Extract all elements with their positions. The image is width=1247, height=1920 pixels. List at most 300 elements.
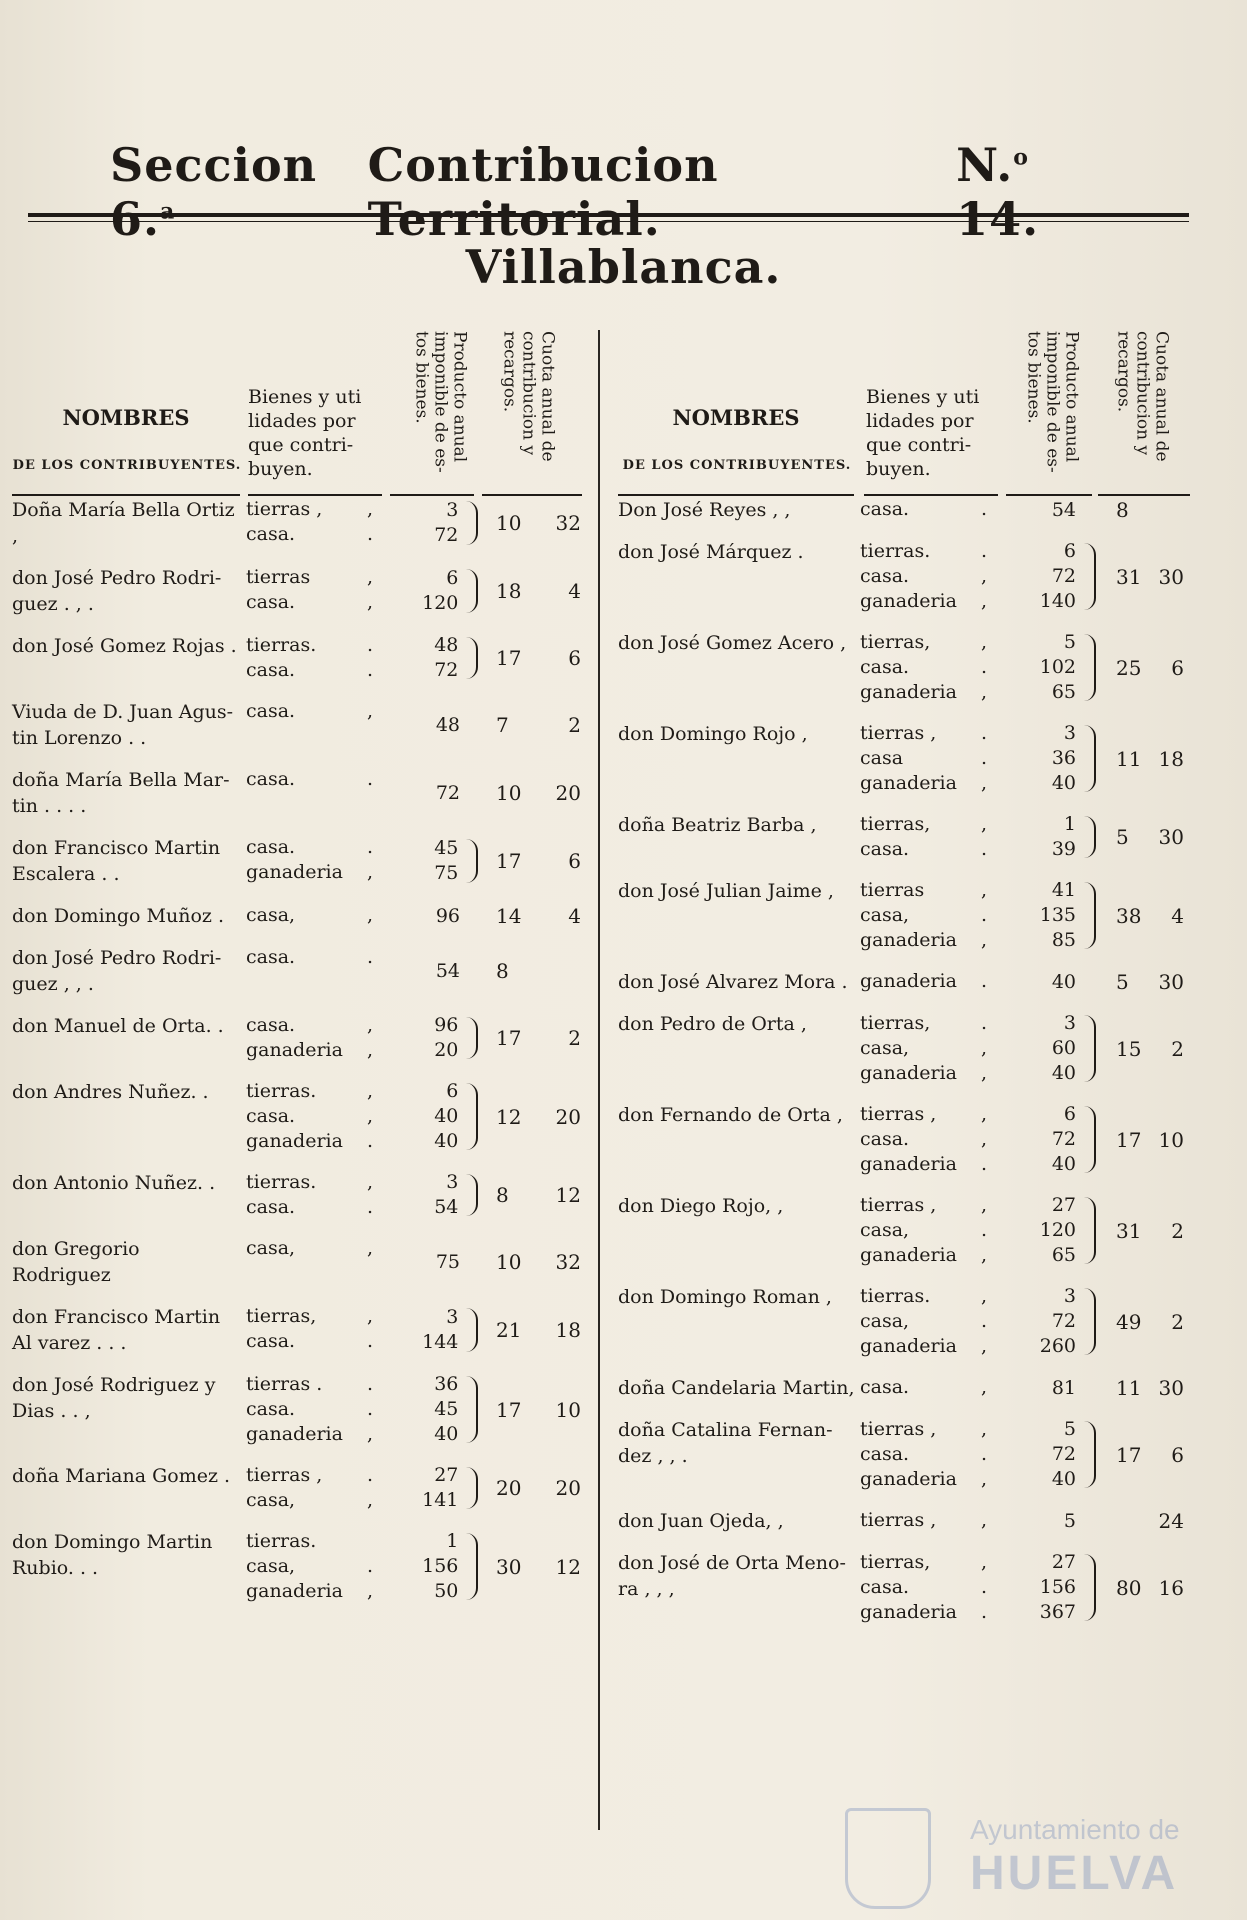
cuota-cell: [478, 1463, 587, 1513]
contributor-name: don Juan Ojeda, ,: [618, 1510, 784, 1532]
property-items: [242, 699, 390, 751]
producto-value: 54: [1051, 498, 1076, 521]
producto-value: 144: [422, 1331, 459, 1353]
property-type: tierras ,: [860, 1418, 937, 1440]
property-type: casa.: [860, 1576, 910, 1598]
property-item: [856, 1575, 1006, 1600]
contributor-name: don Francisco Martin Escalera . .: [12, 837, 221, 885]
producto-values: [1006, 812, 1098, 862]
property-type: tierras,: [860, 631, 931, 653]
cuota-cell: [478, 1236, 587, 1288]
contributor-name: Viuda de D. Juan Agus-tin Lorenzo . .: [12, 701, 234, 749]
property-item: [242, 1329, 390, 1354]
cuota-reales: 8: [496, 959, 509, 983]
property-item: [856, 1334, 1006, 1359]
property-item: [242, 1397, 390, 1422]
property-type: ganaderia: [860, 1335, 957, 1357]
producto-value: 75: [434, 862, 459, 884]
entry-row: [12, 945, 587, 997]
producto-value: 81: [1051, 1376, 1076, 1399]
bracket-brace: [1078, 1554, 1096, 1621]
property-items: [856, 969, 1006, 995]
bracket-brace: [460, 1017, 478, 1059]
property-items: [242, 497, 390, 549]
producto-values: [1006, 630, 1098, 705]
producto-values: [390, 1170, 478, 1220]
contributor-name: doña Beatriz Barba ,: [618, 814, 817, 836]
property-item: [242, 1129, 390, 1154]
producto-value: 36: [1051, 747, 1076, 769]
producto-value: 6: [1063, 1103, 1076, 1125]
cuota-maravedis: 18: [1158, 746, 1184, 771]
producto-value: 72: [434, 659, 459, 681]
cuota-maravedis: 2: [1171, 1309, 1184, 1334]
punctuation: ,: [366, 1237, 374, 1259]
property-item: [242, 1236, 390, 1261]
cuota-maravedis: 4: [1171, 903, 1184, 928]
punctuation: .: [366, 1130, 374, 1152]
producto-numbers: [1006, 1417, 1076, 1492]
property-item: [242, 1488, 390, 1513]
property-type: ganaderia: [246, 1130, 343, 1152]
property-item: [242, 1104, 390, 1129]
producto-numbers: [390, 1529, 458, 1604]
property-type: ganaderia: [860, 1468, 957, 1490]
producto-values: [390, 835, 478, 887]
producto-numbers: [1006, 1102, 1076, 1177]
producto-value: 96: [434, 1014, 459, 1036]
property-type: tierras.: [246, 1171, 317, 1193]
producto-value: 3: [446, 499, 459, 521]
producto-value: 367: [1039, 1601, 1076, 1623]
property-item: [856, 903, 1006, 928]
column-divider: [598, 330, 600, 1830]
property-item: [856, 1036, 1006, 1061]
producto-values: [1006, 969, 1098, 995]
property-type: ganaderia: [246, 1039, 343, 1061]
cuota-cell: [478, 1013, 587, 1063]
producto-values: [1006, 1417, 1098, 1492]
page-number: N.$^o$ 14.: [956, 138, 1040, 246]
producto-value: 72: [1051, 565, 1076, 587]
punctuation: .: [980, 1443, 988, 1465]
cuota-cell: [1098, 1102, 1190, 1177]
contributor-name: don José de Orta Meno-ra , , ,: [618, 1552, 846, 1600]
contributor-name: don Domingo Roman ,: [618, 1286, 832, 1308]
header-cuota: Cuota anual de contribucion y recargos.: [499, 331, 558, 462]
cuota-maravedis: 6: [1171, 655, 1184, 680]
cuota-cell: [478, 1079, 587, 1154]
bracket-brace: [1078, 882, 1096, 949]
producto-values: [1006, 1550, 1098, 1625]
property-item: [856, 1600, 1006, 1625]
punctuation: [358, 1529, 382, 1554]
entry-row: [618, 1284, 1190, 1359]
producto-value: 60: [1051, 1037, 1076, 1059]
producto-value: 260: [1039, 1335, 1076, 1357]
property-items: [242, 835, 390, 887]
producto-value: 65: [1051, 681, 1076, 703]
property-item: [856, 1550, 1006, 1575]
property-item: [856, 746, 1006, 771]
cuota-reales: 17: [496, 646, 522, 670]
property-items: [856, 1193, 1006, 1268]
property-item: [856, 1442, 1006, 1467]
punctuation: ,: [980, 1335, 988, 1357]
property-items: [856, 539, 1006, 614]
contributor-name: don José Gomez Rojas .: [12, 635, 237, 657]
property-type: tierras.: [246, 1530, 317, 1552]
punctuation: ,: [366, 591, 374, 613]
cuota-reales: 80: [1116, 1575, 1142, 1600]
header-underline: [482, 494, 582, 496]
contributor-name: don Manuel de Orta. .: [12, 1015, 224, 1037]
contributor-name: don José Gomez Acero ,: [618, 632, 847, 654]
property-type: ganaderia: [860, 772, 957, 794]
property-items: [242, 1463, 390, 1513]
bracket-brace: [1078, 1197, 1096, 1264]
property-items: [242, 1304, 390, 1356]
punctuation: ,: [366, 1014, 374, 1036]
property-items: [242, 1236, 390, 1288]
property-type: casa.: [860, 1443, 910, 1465]
cuota-cell: [1098, 878, 1190, 953]
header-cuota: Cuota anual de contribucion y recargos.: [1113, 331, 1172, 462]
property-item: [856, 589, 1006, 614]
entry-row: [618, 1193, 1190, 1268]
property-type: casa.: [860, 565, 910, 587]
cuota-reales: 10: [496, 781, 522, 805]
producto-value: 85: [1051, 929, 1076, 951]
property-type: ganaderia: [246, 1423, 343, 1445]
property-type: casa.: [860, 1376, 910, 1398]
producto-value: 5: [1063, 631, 1076, 653]
cuota-reales: 11: [1116, 1376, 1142, 1400]
contributor-name: don José Pedro Rodri-guez . , .: [12, 567, 222, 615]
cuota-reales: 8: [1116, 498, 1129, 522]
producto-value: 3: [1063, 1285, 1076, 1307]
contributor-name: don Andres Nuñez. .: [12, 1081, 209, 1103]
producto-numbers: [1006, 812, 1076, 862]
bracket-brace: [1078, 725, 1096, 792]
property-item: [242, 1463, 390, 1488]
cuota-maravedis: 2: [1171, 1218, 1184, 1243]
bracket-brace: [460, 1308, 478, 1352]
cuota-cell: [478, 1170, 587, 1220]
producto-value: 36: [434, 1373, 459, 1395]
property-item: [242, 522, 390, 547]
punctuation: ,: [980, 1376, 988, 1398]
property-type: tierras ,: [860, 722, 937, 744]
contributor-name: don Domingo Martin Rubio. . .: [12, 1531, 213, 1579]
property-item: [856, 1375, 1006, 1400]
cuota-maravedis: 10: [555, 1397, 581, 1422]
cuota-maravedis: 6: [568, 849, 581, 873]
punctuation: ,: [980, 1103, 988, 1125]
property-type: ganaderia: [860, 1153, 957, 1175]
entry-row: [618, 497, 1190, 523]
cuota-reales: 17: [496, 1026, 522, 1050]
property-item: [856, 1284, 1006, 1309]
entry-row: [12, 835, 587, 887]
property-item: [242, 658, 390, 683]
property-type: ganaderia: [860, 1244, 957, 1266]
cuota-cell: [478, 1304, 587, 1356]
producto-numbers: [1006, 721, 1076, 796]
cuota-maravedis: 16: [1158, 1575, 1184, 1600]
producto-values: [390, 1463, 478, 1513]
property-type: casa.: [246, 768, 296, 790]
cuota-maravedis: 4: [568, 904, 581, 928]
cuota-cell: [1098, 1193, 1190, 1268]
property-type: tierras: [246, 566, 311, 588]
header-nombres: NOMBRES: [62, 405, 190, 430]
column-header: [618, 325, 1190, 497]
property-type: casa: [860, 747, 904, 769]
punctuation: ,: [366, 1423, 374, 1445]
property-items: [856, 1550, 1006, 1625]
producto-values: [390, 1372, 478, 1447]
punctuation: ,: [366, 1489, 374, 1511]
contributor-name: Don José Reyes , ,: [618, 499, 791, 521]
entry-row: [12, 767, 587, 819]
property-items: [242, 1013, 390, 1063]
header-underline: [864, 494, 998, 496]
property-type: ganaderia: [246, 861, 343, 883]
cuota-reales: 31: [1116, 564, 1142, 589]
producto-value: 1: [446, 1530, 459, 1552]
producto-values: [390, 1304, 478, 1356]
producto-value: 75: [435, 1250, 460, 1273]
cuota-reales: 17: [496, 849, 522, 873]
producto-numbers: [390, 1372, 458, 1447]
header-rule-thin: [28, 221, 1189, 222]
cuota-reales: 17: [1116, 1127, 1142, 1152]
cuota-maravedis: 2: [568, 1026, 581, 1050]
property-items: [856, 1417, 1006, 1492]
property-item: [856, 564, 1006, 589]
producto-values: [1006, 1284, 1098, 1359]
contributor-name: don Gregorio Rodriguez: [12, 1238, 140, 1286]
cuota-maravedis: 12: [555, 1183, 581, 1207]
coat-of-arms-icon: [845, 1808, 931, 1909]
property-type: casa.: [246, 659, 296, 681]
entry-row: [12, 497, 587, 549]
producto-value: 3: [446, 1171, 459, 1193]
producto-value: 41: [1051, 879, 1076, 901]
entry-row: [12, 903, 587, 929]
producto-value: 156: [422, 1555, 459, 1577]
producto-value: 40: [1051, 1062, 1076, 1084]
producto-numbers: [390, 904, 460, 929]
bracket-brace: [460, 501, 478, 545]
producto-values: [1006, 497, 1098, 523]
property-item: [856, 812, 1006, 837]
property-item: [856, 1011, 1006, 1036]
property-type: ganaderia: [246, 1580, 343, 1602]
producto-value: 45: [434, 837, 459, 859]
producto-values: [390, 767, 478, 819]
producto-values: [390, 1529, 478, 1604]
property-item: [856, 878, 1006, 903]
cuota-cell: [1098, 812, 1190, 862]
property-type: tierras ,: [860, 1194, 937, 1216]
contributor-name: don Fernando de Orta ,: [618, 1104, 843, 1126]
left-column: [12, 325, 587, 1620]
property-item: [856, 1102, 1006, 1127]
producto-numbers: [390, 1170, 458, 1220]
cuota-cell: [478, 767, 587, 819]
punctuation: .: [980, 540, 988, 562]
producto-numbers: [1006, 539, 1076, 614]
producto-value: 40: [1051, 772, 1076, 794]
property-items: [242, 767, 390, 819]
producto-values: [390, 1079, 478, 1154]
bracket-brace: [460, 839, 478, 883]
producto-value: 65: [1051, 1244, 1076, 1266]
producto-value: 27: [1051, 1194, 1076, 1216]
punctuation: .: [980, 904, 988, 926]
punctuation: ,: [980, 772, 988, 794]
property-item: [856, 539, 1006, 564]
contributor-name: don José Márquez .: [618, 541, 804, 563]
cuota-maravedis: 32: [555, 1250, 581, 1274]
property-type: casa.: [860, 656, 910, 678]
property-items: [856, 721, 1006, 796]
cuota-reales: 31: [1116, 1218, 1142, 1243]
punctuation: .: [980, 1012, 988, 1034]
cuota-cell: [478, 945, 587, 997]
entry-row: [618, 812, 1190, 862]
entry-row: [12, 633, 587, 683]
header-producto: Producto anual imponible de es- tos bienes.: [1023, 331, 1082, 473]
producto-value: 45: [434, 1398, 459, 1420]
property-items: [856, 878, 1006, 953]
entry-row: [12, 1170, 587, 1220]
punctuation: ,: [366, 904, 374, 926]
entry-row: [618, 1508, 1190, 1534]
cuota-reales: 20: [496, 1476, 522, 1500]
producto-numbers: [1006, 630, 1076, 705]
producto-values: [1006, 1193, 1098, 1268]
entry-row: [618, 539, 1190, 614]
punctuation: ,: [366, 1105, 374, 1127]
cuota-maravedis: 20: [555, 1104, 581, 1129]
property-item: [242, 1195, 390, 1220]
property-item: [856, 630, 1006, 655]
property-items: [856, 812, 1006, 862]
cuota-reales: 49: [1116, 1309, 1142, 1334]
producto-values: [1006, 1102, 1098, 1177]
cuota-cell: [1098, 1284, 1190, 1359]
property-item: [856, 771, 1006, 796]
entry-row: [12, 1079, 587, 1154]
producto-value: 3: [1063, 722, 1076, 744]
punctuation: ,: [980, 1194, 988, 1216]
cuota-reales: 5: [1116, 970, 1129, 994]
cuota-maravedis: 12: [555, 1554, 581, 1579]
contributor-name: don José Julian Jaime ,: [618, 880, 834, 902]
cuota-reales: 38: [1116, 903, 1142, 928]
producto-value: 120: [422, 592, 459, 614]
property-item: [242, 1529, 390, 1554]
property-item: [856, 1218, 1006, 1243]
contributor-name: doña Mariana Gomez .: [12, 1465, 231, 1487]
punctuation: .: [980, 1153, 988, 1175]
property-item: [242, 633, 390, 658]
producto-values: [1006, 721, 1098, 796]
producto-numbers: [1006, 498, 1076, 523]
producto-numbers: [390, 1305, 458, 1355]
cuota-reales: 11: [1116, 746, 1142, 771]
cuota-maravedis: 4: [568, 579, 581, 603]
punctuation: .: [980, 722, 988, 744]
punctuation: ,: [366, 1305, 374, 1327]
cuota-cell: [1098, 497, 1190, 523]
bracket-brace: [1078, 543, 1096, 610]
property-type: tierras ,: [860, 1509, 937, 1531]
cuota-maravedis: 30: [1158, 1376, 1184, 1400]
producto-numbers: [390, 1079, 458, 1154]
property-type: ganaderia: [860, 681, 957, 703]
property-item: [242, 767, 390, 792]
entry-row: [12, 1529, 587, 1604]
cuota-maravedis: 30: [1158, 564, 1184, 589]
cuota-cell: [1098, 1550, 1190, 1625]
property-items: [242, 903, 390, 929]
left-entries: [12, 497, 587, 1604]
contributor-name: don José Pedro Rodri-guez , , .: [12, 947, 222, 995]
entry-row: [618, 1375, 1190, 1401]
property-type: casa.: [246, 1398, 296, 1420]
producto-value: 40: [1051, 970, 1076, 993]
header-nombres-sub: DE LOS CONTRIBUYENTES.: [12, 458, 242, 473]
right-entries: [618, 497, 1190, 1625]
property-item: [856, 1193, 1006, 1218]
header-underline: [1006, 494, 1092, 496]
punctuation: ,: [980, 631, 988, 653]
property-type: casa.: [246, 1014, 296, 1036]
property-items: [856, 497, 1006, 523]
header-underline: [1098, 494, 1190, 496]
cuota-cell: [478, 565, 587, 617]
property-item: [242, 1554, 390, 1579]
producto-value: 3: [1063, 1012, 1076, 1034]
punctuation: .: [366, 1196, 374, 1218]
cuota-maravedis: 20: [555, 1476, 581, 1500]
cuota-reales: 15: [1116, 1036, 1142, 1061]
contributor-name: don Domingo Rojo ,: [618, 723, 808, 745]
producto-value: 156: [1039, 1576, 1076, 1598]
punctuation: ,: [980, 813, 988, 835]
producto-values: [1006, 878, 1098, 953]
cuota-cell: [1098, 539, 1190, 614]
cuota-cell: [1098, 630, 1190, 705]
cuota-reales: 5: [1116, 825, 1129, 849]
producto-value: 6: [446, 567, 459, 589]
contributor-name: don Antonio Nuñez. .: [12, 1172, 216, 1194]
punctuation: ,: [366, 700, 374, 722]
producto-numbers: [390, 959, 460, 984]
punctuation: .: [366, 946, 374, 968]
header-underline: [618, 494, 854, 496]
cuota-maravedis: 32: [555, 511, 581, 535]
entry-row: [618, 721, 1190, 796]
punctuation: ,: [980, 1285, 988, 1307]
property-item: [242, 565, 390, 590]
contributor-name: don Pedro de Orta ,: [618, 1013, 807, 1035]
producto-value: 72: [435, 781, 460, 804]
